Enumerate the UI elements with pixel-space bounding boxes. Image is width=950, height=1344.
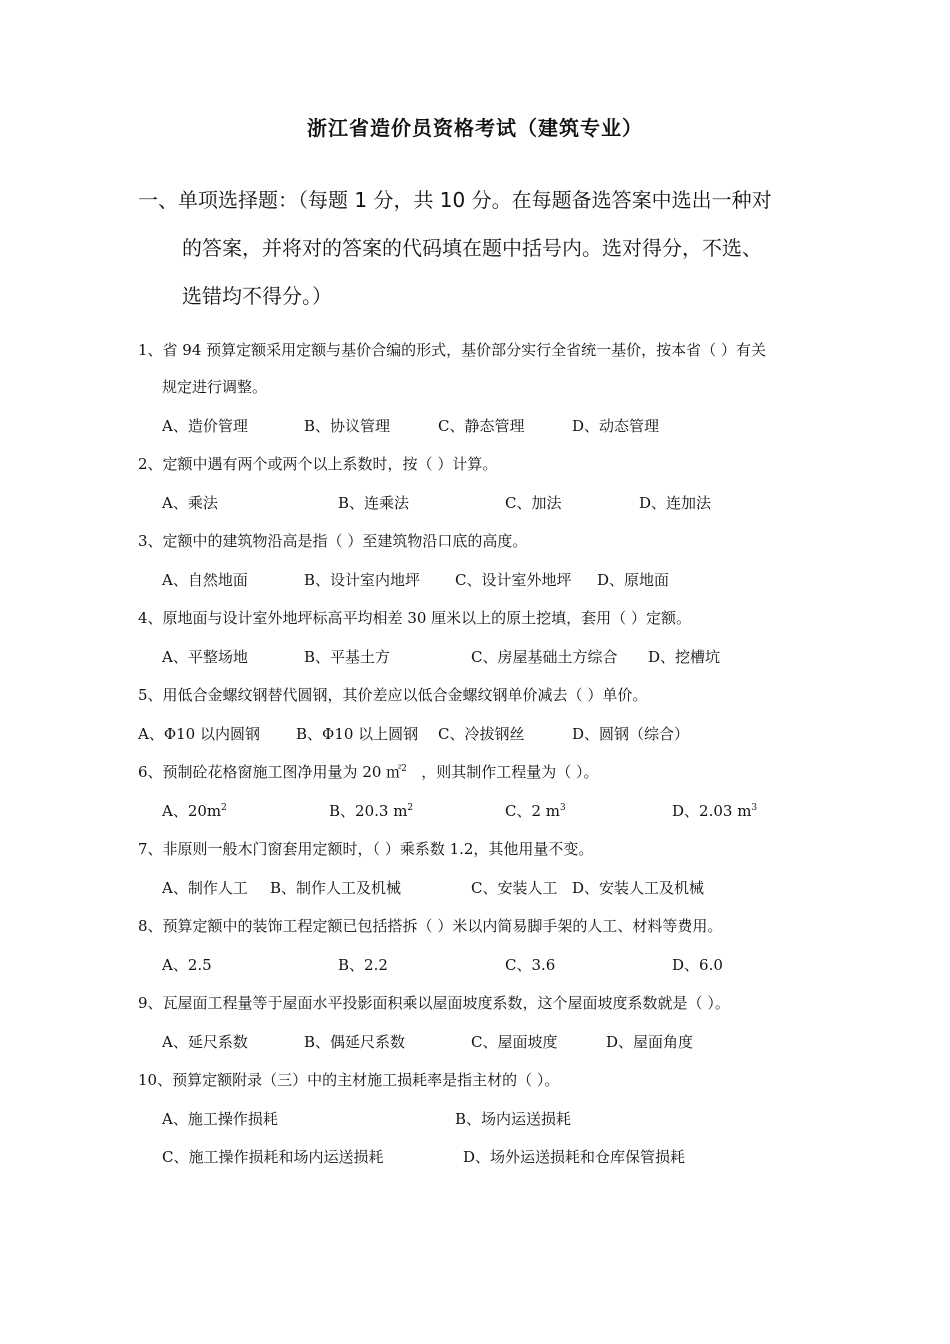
question-1-text-cont: 规定进行调整。: [162, 378, 268, 396]
question-1-option-d: D、动态管理: [572, 417, 660, 435]
question-9-option-b: B、偶延尺系数: [304, 1033, 406, 1051]
question-9-option-c: C、屋面坡度: [471, 1033, 558, 1051]
question-10-option-b: B、场内运送损耗: [455, 1110, 572, 1128]
question-6-option-b-text: B、20.3 m: [329, 802, 408, 820]
question-3-text: 3、定额中的建筑物沿高是指（ ）至建筑物沿口底的高度。: [138, 532, 528, 550]
question-3-option-a: A、自然地面: [162, 571, 248, 589]
question-2-option-b: B、连乘法: [338, 494, 410, 512]
question-4-option-d: D、挖槽坑: [648, 648, 721, 666]
question-1-option-a: A、造价管理: [162, 417, 248, 435]
question-1-text: 1、省 94 预算定额采用定额与基价合编的形式，基价部分实行全省统一基价，按本省（ ）有关: [138, 341, 766, 359]
question-8-option-d: D、6.0: [672, 956, 723, 974]
question-8-text: 8、预算定额中的装饰工程定额已包括搭拆（ ）米以内简易脚手架的人工、材料等费用。: [138, 917, 723, 935]
question-6-option-a-sup: 2: [221, 803, 227, 813]
question-9-option-a: A、延尺系数: [162, 1033, 248, 1051]
question-6-option-d-sup: 3: [751, 803, 758, 813]
question-8-option-a: A、2.5: [162, 956, 212, 974]
question-6-option-d: [672, 800, 757, 821]
question-3-option-b: B、设计室内地坪: [304, 571, 421, 589]
question-2-option-c: C、加法: [505, 494, 562, 512]
question-4-option-a: A、平整场地: [162, 648, 248, 666]
question-7-option-d: D、安装人工及机械: [572, 879, 705, 897]
question-10-option-a: A、施工操作损耗: [162, 1110, 278, 1128]
question-8-option-b: B、2.2: [338, 956, 388, 974]
page-title: 浙江省造价员资格考试（建筑专业）: [307, 116, 643, 140]
question-9-text: 9、瓦屋面工程量等于屋面水平投影面积乘以屋面坡度系数，这个屋面坡度系数就是（ ）。: [138, 994, 730, 1012]
question-6-text-pre: 6、预制砼花格窗施工图净用量为 20 ㎡: [138, 763, 402, 781]
question-9-option-d: D、屋面角度: [606, 1033, 694, 1051]
question-5-option-b: B、Φ10 以上圆钢: [296, 725, 419, 743]
question-7-option-b: B、制作人工及机械: [270, 879, 402, 897]
question-10-text: 10、预算定额附录（三）中的主材施工损耗率是指主材的（ ）。: [138, 1071, 560, 1089]
question-6-text-post: ，则其制作工程量为（ ）。: [421, 763, 599, 781]
question-6-option-b-sup: 2: [407, 803, 414, 813]
question-4-option-c: C、房屋基础土方综合: [471, 648, 618, 666]
question-6-unit-sup: 2: [401, 764, 407, 774]
question-5-option-d: D、圆钢（综合）: [572, 725, 690, 743]
question-7-option-a: A、制作人工: [162, 879, 248, 897]
question-1-option-b: B、协议管理: [304, 417, 391, 435]
question-6-text: [138, 761, 599, 782]
question-7-option-c: C、安装人工: [471, 879, 558, 897]
question-5-option-c: C、冷拔钢丝: [438, 725, 525, 743]
question-5-text: 5、用低合金螺纹钢替代圆钢，其价差应以低合金螺纹钢单价减去（ ）单价。: [138, 686, 648, 704]
question-6-option-c: [505, 800, 566, 821]
question-6-option-b: [329, 800, 413, 821]
question-10-option-d: D、场外运送损耗和仓库保管损耗: [463, 1148, 686, 1166]
section-heading: [138, 176, 858, 320]
question-2-option-d: D、连加法: [639, 494, 712, 512]
question-1-option-c: C、静态管理: [438, 417, 525, 435]
section-heading-line-3: 选错均不得分。）: [182, 284, 332, 308]
question-4-text: 4、原地面与设计室外地坪标高平均相差 30 厘米以上的原土挖填，套用（ ）定额。: [138, 609, 691, 627]
question-6-option-c-text: C、2 m: [505, 802, 561, 820]
question-3-option-c: C、设计室外地坪: [455, 571, 572, 589]
question-6-option-a: [162, 800, 227, 821]
section-heading-line-1: 一、单项选择题：（每题 1 分，共 10 分。在每题备选答案中选出一种对: [138, 188, 772, 212]
question-6-option-d-text: D、2.03 m: [672, 802, 752, 820]
question-2-option-a: A、乘法: [162, 494, 218, 512]
section-heading-line-2: 的答案，并将对的答案的代码填在题中括号内。选对得分，不选、: [182, 236, 762, 260]
question-8-option-c: C、3.6: [505, 956, 556, 974]
question-6-option-c-sup: 3: [560, 803, 566, 813]
question-10-option-c: C、施工操作损耗和场内运送损耗: [162, 1148, 384, 1166]
question-2-text: 2、定额中遇有两个或两个以上系数时，按（ ）计算。: [138, 455, 498, 473]
question-4-option-b: B、平基土方: [304, 648, 391, 666]
question-5-option-a: A、Φ10 以内圆钢: [138, 725, 260, 743]
question-6-option-a-text: A、20m: [162, 802, 222, 820]
question-3-option-d: D、原地面: [597, 571, 670, 589]
question-7-text: 7、非原则一般木门窗套用定额时，（ ）乘系数 1.2，其他用量不变。: [138, 840, 594, 858]
